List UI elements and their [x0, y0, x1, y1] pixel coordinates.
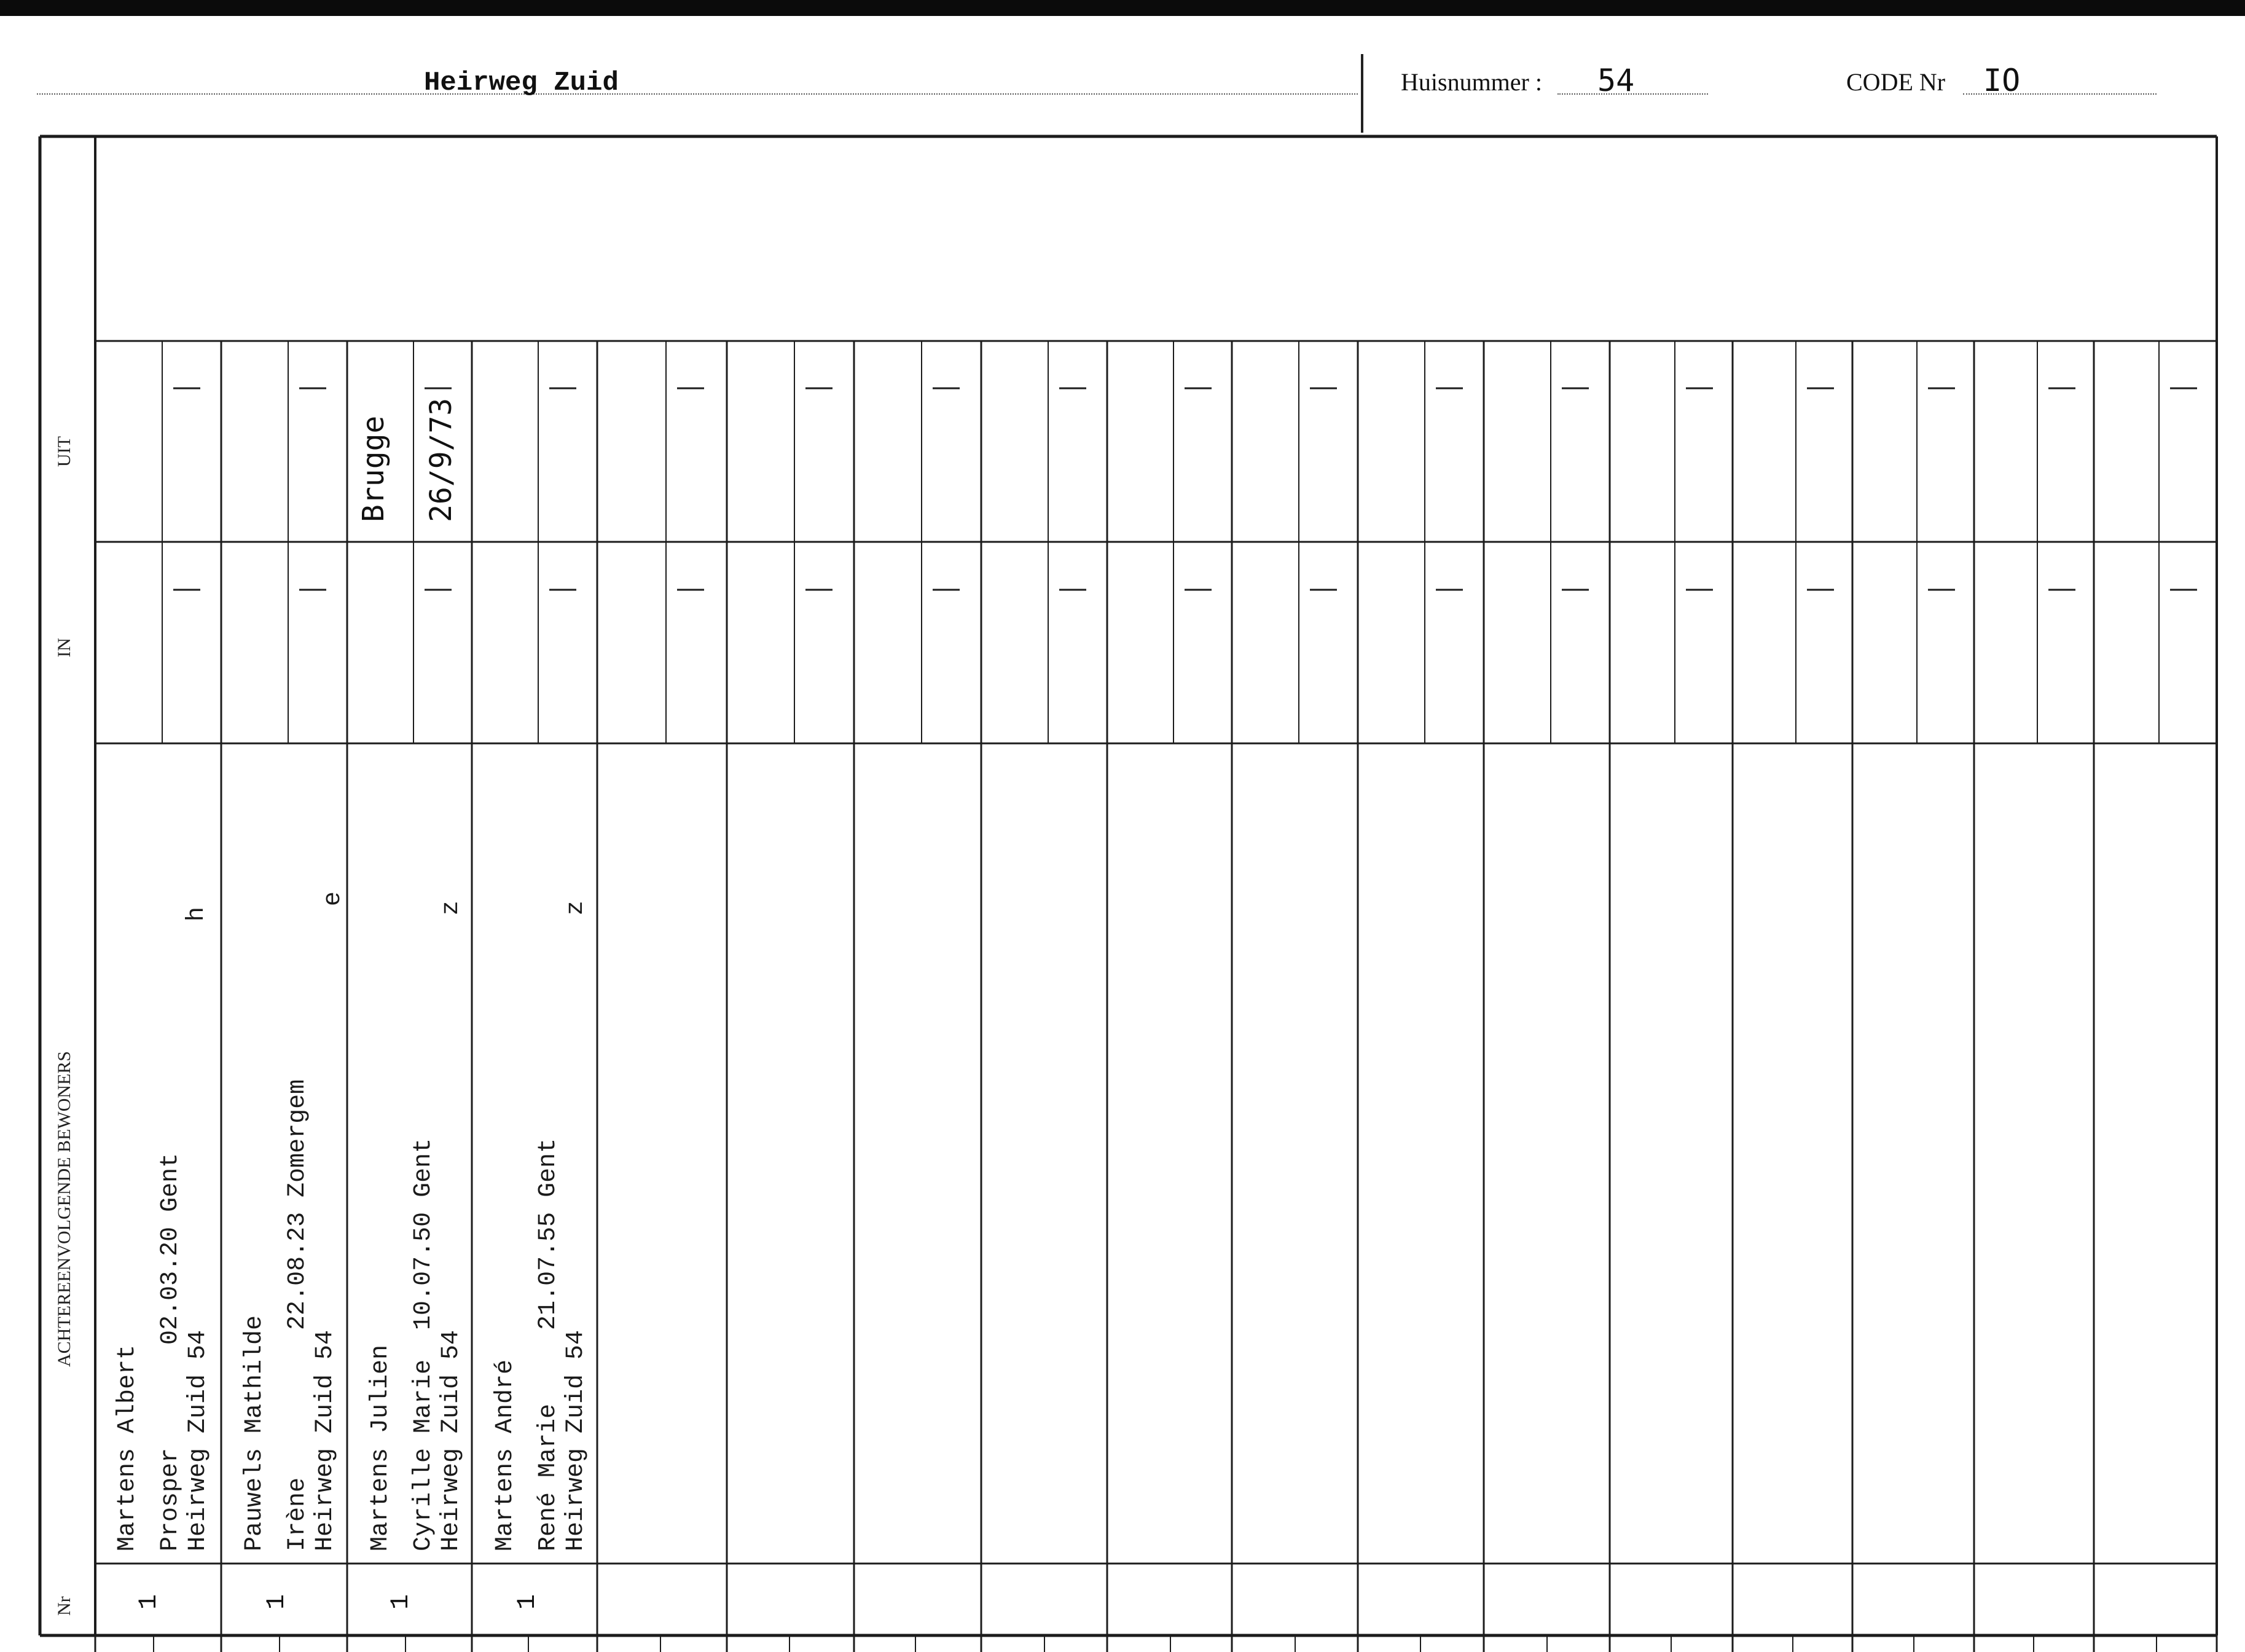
resident-1-line3: Heirweg Zuid 54 — [184, 1329, 212, 1551]
house-number-value: 54 — [1597, 63, 1635, 98]
resident-4-nr: 1 — [512, 1594, 542, 1610]
resident-3-line1: Martens Julien — [367, 1344, 394, 1551]
uit-label: UIT — [54, 436, 74, 467]
resident-3-uit-place: Brugge — [356, 415, 391, 522]
house-number-label: Huisnummer : — [1401, 68, 1542, 96]
resident-3-nr: 1 — [386, 1594, 415, 1610]
resident-3-line2: Cyrille Marie 10.07.50 Gent — [410, 1138, 437, 1551]
resident-2-line1: Pauwels Mathilde — [241, 1315, 268, 1551]
resident-1-mark: h — [183, 906, 211, 922]
resident-1-nr: 1 — [134, 1594, 163, 1610]
resident-2-line3: Heirweg Zuid 54 — [311, 1329, 339, 1551]
in-label: IN — [54, 638, 74, 657]
resident-1-line1: Martens Albert — [114, 1344, 141, 1551]
code-label: CODE Nr — [1846, 68, 1946, 96]
resident-3-line3: Heirweg Zuid 54 — [437, 1329, 465, 1551]
residents-label: ACHTEREENVOLGENDE BEWONERS — [54, 1051, 74, 1367]
resident-3-uit-date: 26/9/73 — [424, 397, 458, 522]
resident-4-line3: Heirweg Zuid 54 — [562, 1329, 590, 1551]
resident-3-mark: z — [437, 900, 465, 915]
resident-2-nr: 1 — [262, 1594, 291, 1610]
resident-2-line2: Irène 22.08.23 Zomergem — [284, 1079, 311, 1551]
street-name: Heirweg Zuid — [424, 68, 619, 98]
resident-2-mark: e — [319, 891, 347, 906]
resident-4-line2: René Marie 21.07.55 Gent — [535, 1138, 562, 1551]
resident-4-line1: Martens André — [492, 1359, 519, 1551]
resident-4-mark: z — [562, 900, 590, 915]
code-value: IO — [1983, 63, 2021, 98]
nr-label: Nr — [54, 1596, 74, 1616]
resident-1-line2: Prosper 02.03.20 Gent — [157, 1153, 184, 1551]
